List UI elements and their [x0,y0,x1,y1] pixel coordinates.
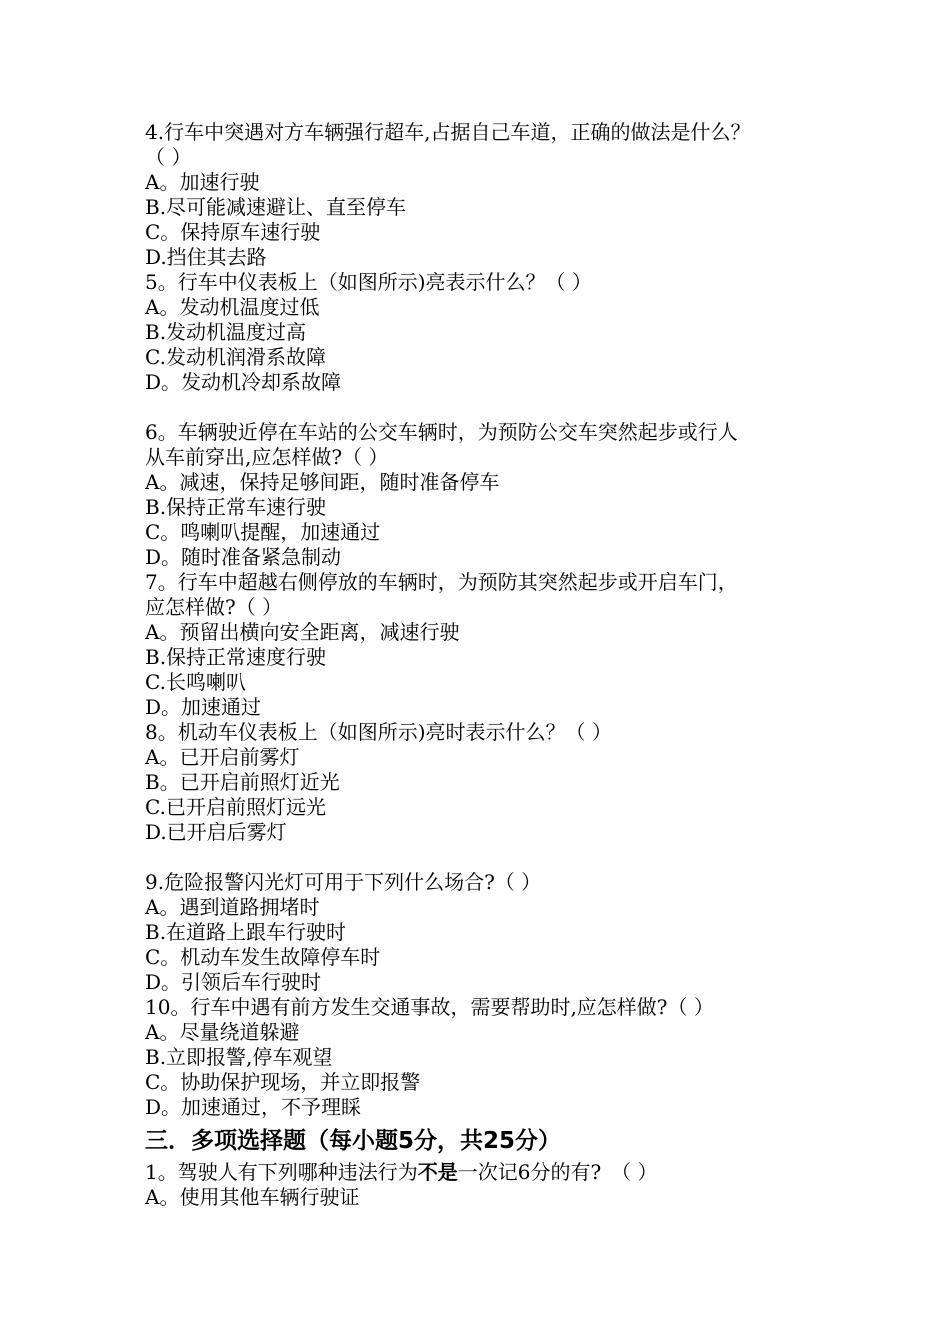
exam-content [145,120,845,1210]
emphasis-text: 不是 [417,1160,458,1184]
question-6 [145,420,845,570]
question-text: 8。机动车仪表板上（如图所示)亮时表示什么？（ ） [145,720,612,744]
question-text: 7。行车中超越右侧停放的车辆时，为预防其突然起步或开启车门， [145,570,738,594]
option-a: A。尽量绕道躲避 [145,1020,300,1044]
option-b: B.尽可能减速避让、直至停车 [145,195,407,219]
option-b: B.保持正常车速行驶 [145,495,327,519]
option-d: D。加速通过 [145,695,262,719]
question-text-suffix: 一次记6分的有? （ ） [457,1160,658,1184]
option-d: D.已开启后雾灯 [145,820,287,844]
option-d: D。发动机冷却系故障 [145,370,342,394]
option-c: C.发动机润滑系故障 [145,345,326,369]
question-text: 5。行车中仪表板上（如图所示)亮表示什么？（ ） [145,270,592,294]
question-text-continued: 应怎样做?（ ） [145,595,283,619]
option-d: D.挡住其去路 [145,245,267,269]
blank-line [145,845,845,870]
option-a: A。遇到道路拥堵时 [145,895,320,919]
option-a: A。使用其他车辆行驶证 [145,1185,360,1209]
option-c: C。机动车发生故障停车时 [145,945,381,969]
option-d: D。加速通过，不予理睬 [145,1095,362,1119]
question-text: 9.危险报警闪光灯可用于下列什么场合?（ ） [145,870,542,894]
option-b: B.在道路上跟车行驶时 [145,920,347,944]
question-text [145,1160,845,1185]
question-7 [145,570,845,720]
option-b: B.保持正常速度行驶 [145,645,327,669]
option-c: C。协助保护现场，并立即报警 [145,1070,421,1094]
option-c: C。鸣喇叭提醒，加速通过 [145,520,381,544]
question-9 [145,870,845,995]
option-d: D。随时准备紧急制动 [145,545,342,569]
option-c: C。保持原车速行驶 [145,220,321,244]
option-b: B。已开启前照灯近光 [145,770,340,794]
option-a: A。预留出横向安全距离，减速行驶 [145,620,460,644]
answer-blank: （ ） [145,145,192,169]
question-5 [145,270,845,395]
option-d: D。引领后车行驶时 [145,970,322,994]
question-text: 6。车辆驶近停在车站的公交车辆时，为预防公交车突然起步或行人 [145,420,738,444]
question-10 [145,995,845,1120]
question-4 [145,120,845,270]
option-a: A。发动机温度过低 [145,295,320,319]
question-text-continued: 从车前穿出,应怎样做?（ ） [145,445,389,469]
question-text-prefix: 1。驾驶人有下列哪种违法行为 [145,1160,418,1184]
option-c: C.已开启前照灯远光 [145,795,326,819]
question-text: 10。行车中遇有前方发生交通事故，需要帮助时,应怎样做?（ ） [145,995,714,1019]
option-c: C.长鸣喇叭 [145,670,246,694]
blank-line [145,395,845,420]
option-b: B.发动机温度过高 [145,320,307,344]
multi-question-1 [145,1160,845,1210]
option-a: A。已开启前雾灯 [145,745,300,769]
option-a: A。加速行驶 [145,170,260,194]
option-b: B.立即报警,停车观望 [145,1045,333,1069]
section-heading: 三．多项选择题（每小题5分，共25分） [145,1128,562,1154]
question-8 [145,720,845,845]
option-a: A。减速，保持足够间距，随时准备停车 [145,470,500,494]
question-text: 4.行车中突遇对方车辆强行超车,占据自己车道，正确的做法是什么？ [145,120,751,144]
